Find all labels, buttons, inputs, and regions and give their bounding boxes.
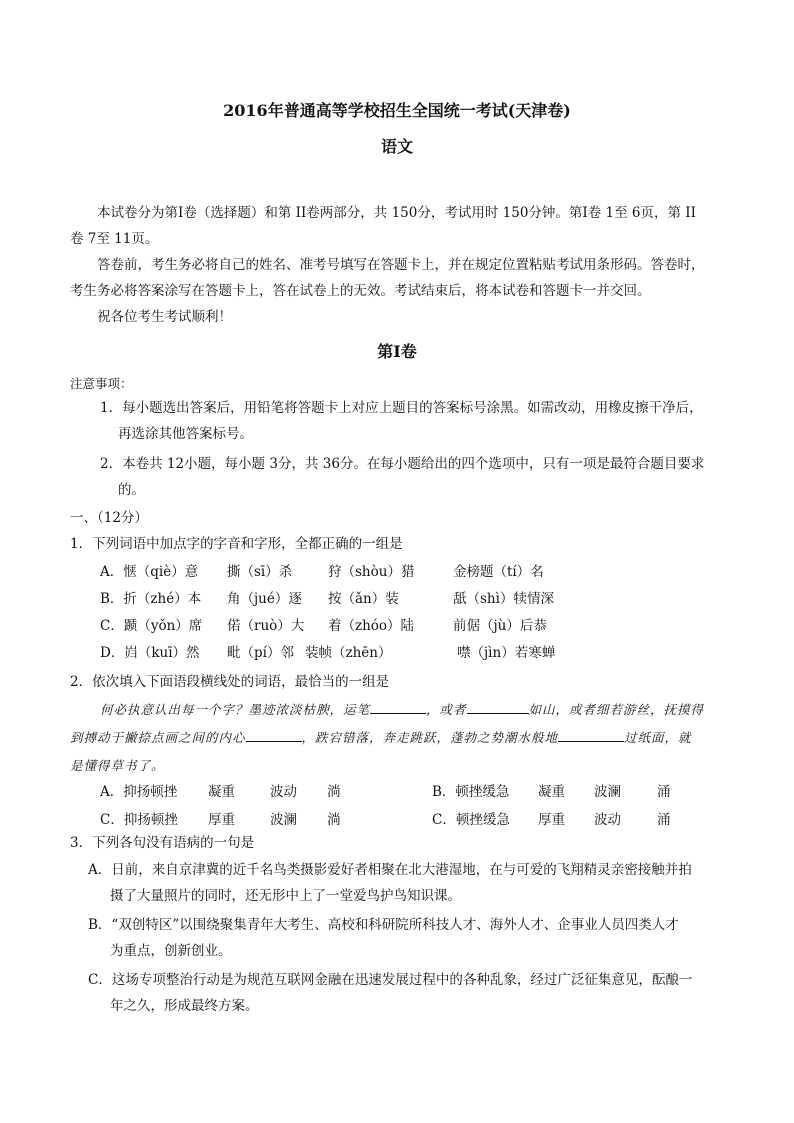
q2-option-d: C．顿挫缓急 (432, 812, 510, 828)
passage-text: 何必执意认出每一个字？墨迹浓淡枯腴，运笔 (100, 702, 371, 717)
q2-option-d-word4: 涌 (657, 812, 671, 828)
q1-option-a: A．惬（qiè）意 (100, 564, 199, 580)
notice-line: 再选涂其他答案标号。 (118, 426, 253, 442)
passage-line (100, 700, 704, 718)
q2-option-b-word4: 涌 (657, 784, 671, 800)
q2-option-a-word4: 淌 (327, 784, 341, 800)
q3-option-c-line: C．这场专项整治行动是为规范互联网金融在迅速发展过程中的各种乱象，经过广泛征集意见，酝酿一 (88, 972, 693, 988)
page-title: 2016年普通高等学校招生全国统一考试(天津卷) (223, 101, 571, 120)
question-stem: 1．下列词语中加点字的字音和字形，全都正确的一组是 (70, 536, 403, 552)
intro-line: 考生务必将答案涂写在答题卡上，答在试卷上的无效。考试结束后，将本试卷和答题卡一并交回。 (70, 283, 651, 299)
q1-option-a-word2: 撕（sī）杀 (227, 564, 293, 580)
passage-text: 如山，或者细若游丝，抚摸得 (528, 702, 705, 717)
answer-blank (467, 701, 529, 714)
notice-label: 注意事项： (70, 376, 133, 391)
part-label: 一、（12分） (70, 510, 148, 526)
intro-line: 本试卷分为第Ⅰ卷（选择题）和第 II卷两部分，共 150分，考试用时 150分钟。第Ⅰ卷 1至 6页，第 II (97, 205, 696, 221)
answer-blank (246, 729, 302, 742)
notice-line: 2．本卷共 12小题，每小题 3分，共 36分。在每小题给出的四个选项中，只有一项是最符合题目要求 (100, 456, 705, 472)
answer-blank (370, 701, 426, 714)
q1-option-d-word4: 噤（jìn）若寒蝉 (457, 645, 556, 661)
intro-line: 卷 7至 11页。 (70, 231, 159, 247)
q3-option-a-line: 摄了大量照片的同时，还无形中上了一堂爱鸟护鸟知识课。 (110, 888, 461, 904)
q1-option-a-word4: 金榜题（tí）名 (453, 564, 544, 580)
q2-option-a: A．抑扬顿挫 (100, 784, 178, 800)
q1-option-d: D．岿（kuī）然 (100, 645, 200, 661)
q3-option-c-line: 年之久，形成最终方案。 (110, 998, 259, 1014)
q3-option-a-line: A．日前，来自京津冀的近千名鸟类摄影爱好者相聚在北大港湿地，在与可爱的飞翔精灵亲密接触并拍 (88, 862, 692, 878)
q2-option-b-word3: 波澜 (594, 784, 621, 800)
q2-option-a-word3: 波动 (270, 784, 297, 800)
q1-option-c-word3: 着（zhóo）陆 (328, 618, 415, 634)
q2-option-c-word3: 波澜 (270, 812, 297, 828)
passage-text: 到搏动于撇捺点画之间的内心 (70, 730, 246, 745)
notice-line: 的。 (118, 482, 145, 498)
intro-line: 祝各位考生考试顺利！ (97, 309, 232, 325)
q2-option-d-word2: 厚重 (538, 812, 565, 828)
q1-option-b-word4: 舐（shì）犊情深 (453, 591, 554, 607)
passage-text: ，跌宕错落，奔走跳跃，蓬勃之势潮水般地 (301, 730, 559, 745)
q1-option-b-word3: 按（ǎn）装 (328, 591, 399, 607)
q2-option-b: B．顿挫缓急 (432, 784, 510, 800)
q2-option-c-word4: 淌 (327, 812, 341, 828)
q2-option-d-word3: 波动 (594, 812, 621, 828)
section-title: 第Ⅰ卷 (377, 342, 417, 361)
passage-line: 是懂得草书了。 (70, 758, 165, 773)
q1-option-c-word2: 偌（ruò）大 (227, 618, 305, 634)
question-stem: 2．依次填入下面语段横线处的词语，最恰当的一组是 (70, 674, 390, 690)
notice-line: 1．每小题选出答案后，用铅笔将答题卡上对应上题目的答案标号涂黑。如需改动，用橡皮擦干净后， (100, 400, 703, 416)
q1-option-d-word3: 装帧（zhēn） (305, 645, 392, 661)
q3-option-b-line: B．“双创特区”以围绕聚集青年大考生、高校和科研院所科技人才、海外人才、企事业人员四类人才 (88, 917, 679, 933)
q2-option-a-word2: 凝重 (208, 784, 235, 800)
question-stem: 3．下列各句没有语病的一句是 (70, 835, 255, 851)
q1-option-c-word4: 前倨（jù）后恭 (453, 618, 547, 634)
answer-blank (558, 729, 624, 742)
intro-line: 答卷前，考生务必将自己的姓名、准考号填写在答题卡上，并在规定位置粘贴考试用条形码。答卷时， (97, 257, 705, 273)
subject-title: 语文 (380, 137, 413, 156)
passage-text: 过纸面，就 (624, 730, 692, 745)
q1-option-c: C．踬（yǒn）席 (100, 618, 203, 634)
q1-option-b: B．折（zhé）本 (100, 591, 202, 607)
q3-option-b-line: 为重点，创新创业。 (110, 943, 232, 959)
passage-line (70, 728, 692, 746)
q1-option-d-word2: 毗（pí）邻 (227, 645, 294, 661)
q1-option-b-word2: 角（jué）逐 (227, 591, 302, 607)
q1-option-a-word3: 狩（shòu）猎 (328, 564, 415, 580)
passage-text: ，或者 (426, 702, 467, 717)
q2-option-b-word2: 凝重 (538, 784, 565, 800)
q2-option-c: C．抑扬顿挫 (100, 812, 178, 828)
q2-option-c-word2: 厚重 (208, 812, 235, 828)
